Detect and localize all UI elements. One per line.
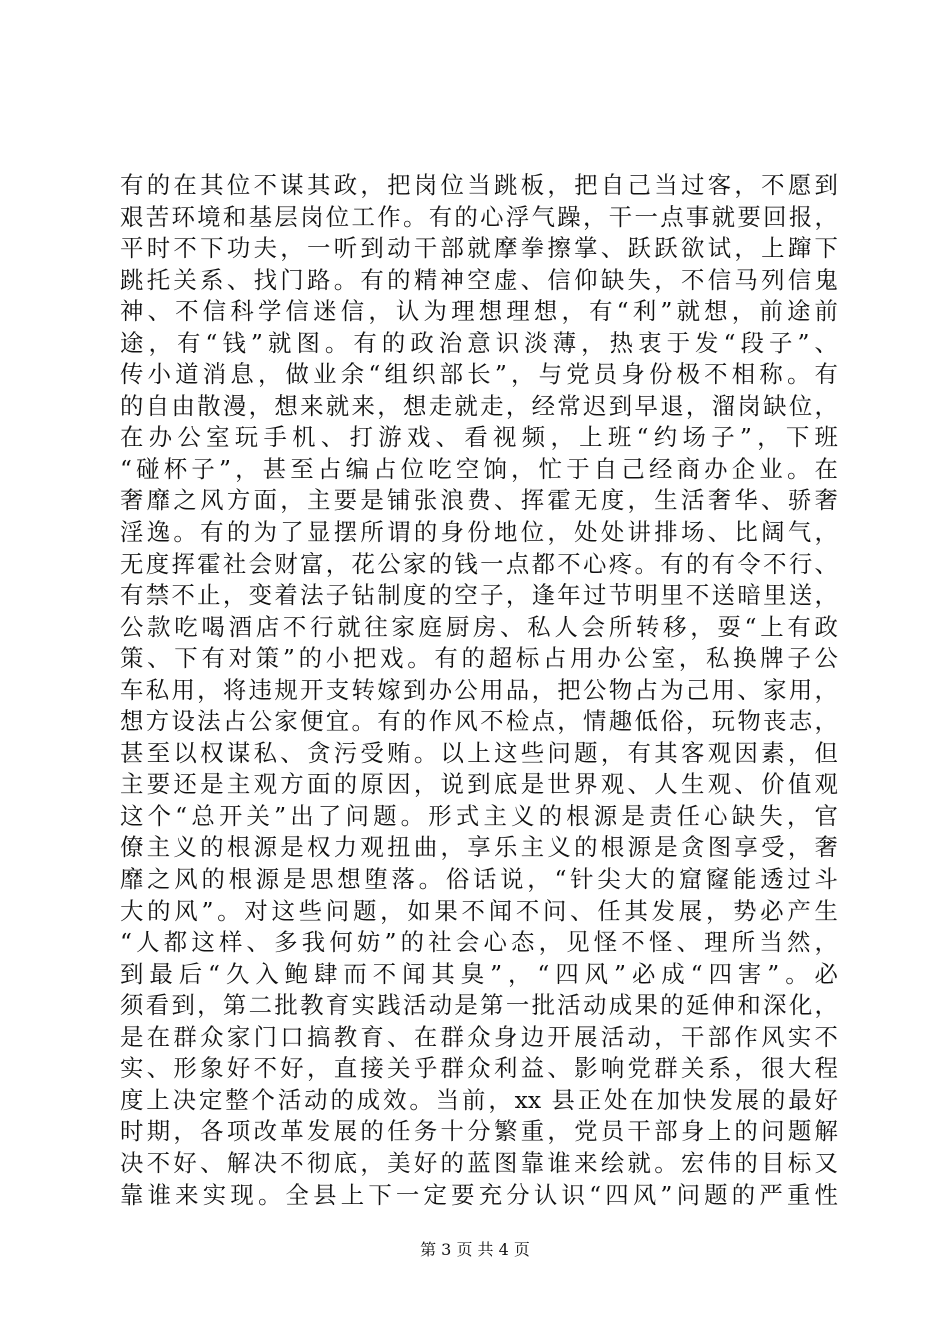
text-line: 实、形象好不好，直接关乎群众利益、影响党群关系，很大程 — [120, 1054, 838, 1083]
text-line: 大的风”。对这些问题，如果不闻不问、任其发展，势必产生 — [120, 896, 838, 925]
text-line: 僚主义的根源是权力观扭曲，享乐主义的根源是贪图享受，奢 — [120, 833, 838, 862]
text-line: 传小道消息，做业余“组织部长”，与党员身份极不相称。有 — [120, 360, 838, 389]
text-line: 主要还是主观方面的原因，说到底是世界观、人生观、价值观 — [120, 770, 838, 799]
text-line: 跳托关系、找门路。有的精神空虚、信仰缺失，不信马列信鬼 — [120, 265, 838, 294]
text-line: 靡之风的根源是思想堕落。俗话说，“针尖大的窟窿能透过斗 — [120, 865, 838, 894]
text-line: 决不好、解决不彻底，美好的蓝图靠谁来绘就。宏伟的目标又 — [120, 1148, 838, 1177]
text-line: 想方设法占公家便宜。有的作风不检点，情趣低俗，玩物丧志， — [120, 707, 838, 736]
text-line: 有的在其位不谋其政，把岗位当跳板，把自己当过客，不愿到 — [120, 171, 838, 199]
text-line: 无度挥霍社会财富，花公家的钱一点都不心疼。有的有令不行、 — [120, 549, 838, 578]
text-line: 艰苦环境和基层岗位工作。有的心浮气躁，干一点事就要回报， — [120, 202, 838, 231]
text-line: 在办公室玩手机、打游戏、看视频，上班“约场子”，下班 — [120, 423, 838, 452]
text-line: 须看到，第二批教育实践活动是第一批活动成果的延伸和深化， — [120, 991, 838, 1020]
text-line: 是在群众家门口搞教育、在群众身边开展活动，干部作风实不 — [120, 1022, 838, 1051]
text-line: “碰杯子”，甚至占编占位吃空饷，忙于自己经商办企业。在 — [120, 454, 838, 483]
text-line: 有禁不止，变着法子钻制度的空子，逢年过节明里不送暗里送， — [120, 581, 838, 610]
text-line: 平时不下功夫，一听到动干部就摩拳擦掌、跃跃欲试，上蹿下 — [120, 234, 838, 263]
text-line: 到最后“久入鲍肆而不闻其臭”，“四风”必成“四害”。必 — [120, 959, 838, 988]
text-line: 策、下有对策”的小把戏。有的超标占用办公室，私换牌子公 — [120, 644, 838, 673]
page-footer: 第 3 页 共 4 页 — [420, 1240, 530, 1259]
text-line: 度上决定整个活动的成效。当前，xx 县正处在加快发展的最好 — [120, 1085, 838, 1114]
text-line: 车私用，将违规开支转嫁到办公用品，把公物占为己用、家用， — [120, 675, 838, 704]
text-line: 的自由散漫，想来就来，想走就走，经常迟到早退，溜岗缺位， — [120, 391, 838, 420]
body-text — [120, 170, 838, 1211]
text-line: 时期，各项改革发展的任务十分繁重，党员干部身上的问题解 — [120, 1117, 838, 1146]
text-line: 这个“总开关”出了问题。形式主义的根源是责任心缺失，官 — [120, 801, 838, 830]
text-line: 途，有“钱”就图。有的政治意识淡薄，热衷于发“段子”、 — [120, 328, 838, 357]
text-line: 神、不信科学信迷信，认为理想理想，有“利”就想，前途前 — [120, 297, 838, 326]
text-line: “人都这样、多我何妨”的社会心态，见怪不怪、理所当然， — [120, 928, 838, 957]
text-line: 甚至以权谋私、贪污受贿。以上这些问题，有其客观因素，但 — [120, 738, 838, 767]
text-line: 奢靡之风方面，主要是铺张浪费、挥霍无度，生活奢华、骄奢 — [120, 486, 838, 515]
text-line: 靠谁来实现。全县上下一定要充分认识“四风”问题的严重性 — [120, 1180, 838, 1209]
text-line: 公款吃喝酒店不行就往家庭厨房、私人会所转移，耍“上有政 — [120, 612, 838, 641]
text-line: 淫逸。有的为了显摆所谓的身份地位，处处讲排场、比阔气， — [120, 518, 838, 547]
